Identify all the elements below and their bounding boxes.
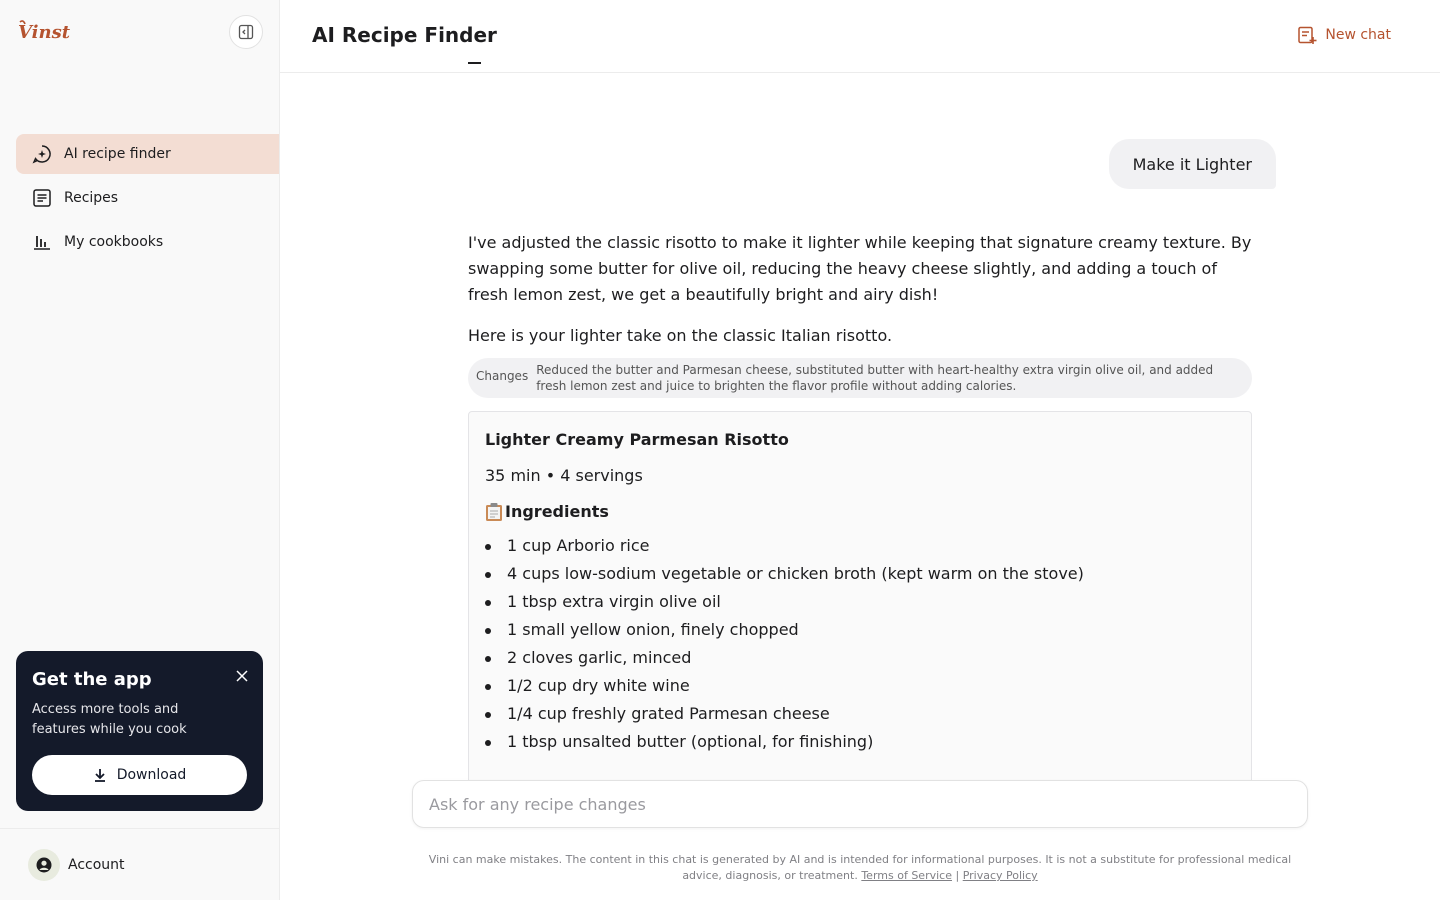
chat-sparkle-icon (32, 144, 52, 164)
ingredient-item: 1 tbsp extra virgin olive oil (485, 592, 1235, 612)
user-message: Make it Lighter (1109, 139, 1276, 189)
ingredients-heading-label: Ingredients (505, 502, 609, 521)
sidebar-item-label: Recipes (64, 190, 119, 206)
ingredient-item: 1 small yellow onion, finely chopped (485, 620, 1235, 640)
svg-text:Vinst: Vinst (18, 22, 71, 43)
sidebar-item-label: AI recipe finder (64, 146, 171, 162)
close-icon[interactable] (235, 668, 249, 682)
page-title: AI Recipe Finder (312, 23, 497, 47)
vinst-logo[interactable] (16, 16, 71, 44)
sidebar (0, 0, 280, 900)
new-chat-label: New chat (1325, 27, 1391, 43)
download-button[interactable] (32, 755, 247, 795)
promo-text: Access more tools and features while you cook (32, 702, 187, 737)
header (280, 0, 1440, 73)
assistant-message (468, 230, 1252, 791)
assistant-paragraph: Here is your lighter take on the classic Italian risotto. (468, 326, 893, 345)
ingredient-item: 4 cups low-sodium vegetable or chicken broth (kept warm on the stove) (485, 564, 1235, 584)
sidebar-item-ai-recipe-finder[interactable] (16, 134, 279, 174)
account-label: Account (68, 856, 125, 873)
terms-of-service-link[interactable]: Terms of Service (861, 869, 952, 882)
new-chat-icon (1297, 25, 1317, 45)
disclaimer-text: Vini can make mistakes. The content in this chat is generated by AI and is intended for informational purposes. It is not a substitute for professional medical advice, diagnosis, or treatment. (428, 853, 1292, 882)
ingredient-item: 2 cloves garlic, minced (485, 648, 1235, 668)
ingredient-item: 1 cup Arborio rice (485, 536, 1235, 556)
recipe-list-icon (32, 188, 52, 208)
recipe-meta: 35 min • 4 servings (485, 466, 643, 485)
ingredient-item: 1/4 cup freshly grated Parmesan cheese (485, 704, 1235, 724)
sidebar-item-recipes[interactable] (16, 178, 279, 218)
ingredient-item: 1 tbsp unsalted butter (optional, for finishing) (485, 732, 1235, 752)
changes-label: Changes (476, 369, 529, 383)
changes-summary (468, 358, 1252, 398)
download-icon (93, 768, 107, 782)
privacy-policy-link[interactable]: Privacy Policy (962, 869, 1038, 882)
recipe-changes-input[interactable] (413, 781, 1307, 827)
new-chat-button[interactable] (1297, 25, 1391, 45)
promo-title: Get the app (32, 669, 152, 690)
changes-text: Reduced the butter and Parmesan cheese, substituted butter with heart-healthy extra virgin olive oil, and added fresh lemon zest and juice to brighten the flavor profile without adding calories. (536, 363, 1214, 393)
bar-chart-icon (32, 232, 52, 252)
chat-input-container (412, 780, 1308, 828)
sidebar-item-label: My cookbooks (64, 234, 164, 250)
recipe-title: Lighter Creamy Parmesan Risotto (485, 430, 789, 449)
chat-thread[interactable] (280, 73, 1440, 756)
disclaimer (412, 852, 1308, 884)
ingredients-list (485, 536, 1235, 752)
recipe-card (468, 411, 1252, 791)
account-button[interactable] (0, 828, 279, 900)
download-label: Download (116, 767, 187, 783)
clipboard-icon (485, 502, 503, 522)
clipped-previous-content (468, 61, 508, 75)
sidebar-nav (16, 134, 279, 266)
assistant-paragraph: I've adjusted the classic risotto to make it lighter while keeping that signature creamy texture. By swapping some butter for olive oil, reducing the heavy cheese slightly, and adding a touch of fresh lemon zest, we get a beautifully bright and airy dish! (468, 233, 1252, 304)
sidebar-toggle-icon (238, 24, 254, 40)
ingredient-item: 1/2 cup dry white wine (485, 676, 1235, 696)
avatar (28, 849, 60, 881)
get-the-app-promo (16, 651, 263, 811)
user-icon (36, 857, 52, 873)
sidebar-item-my-cookbooks[interactable] (16, 222, 279, 262)
ingredients-heading (485, 500, 1235, 524)
collapse-sidebar-button[interactable] (229, 15, 263, 49)
disclaimer-separator: | (955, 869, 960, 882)
